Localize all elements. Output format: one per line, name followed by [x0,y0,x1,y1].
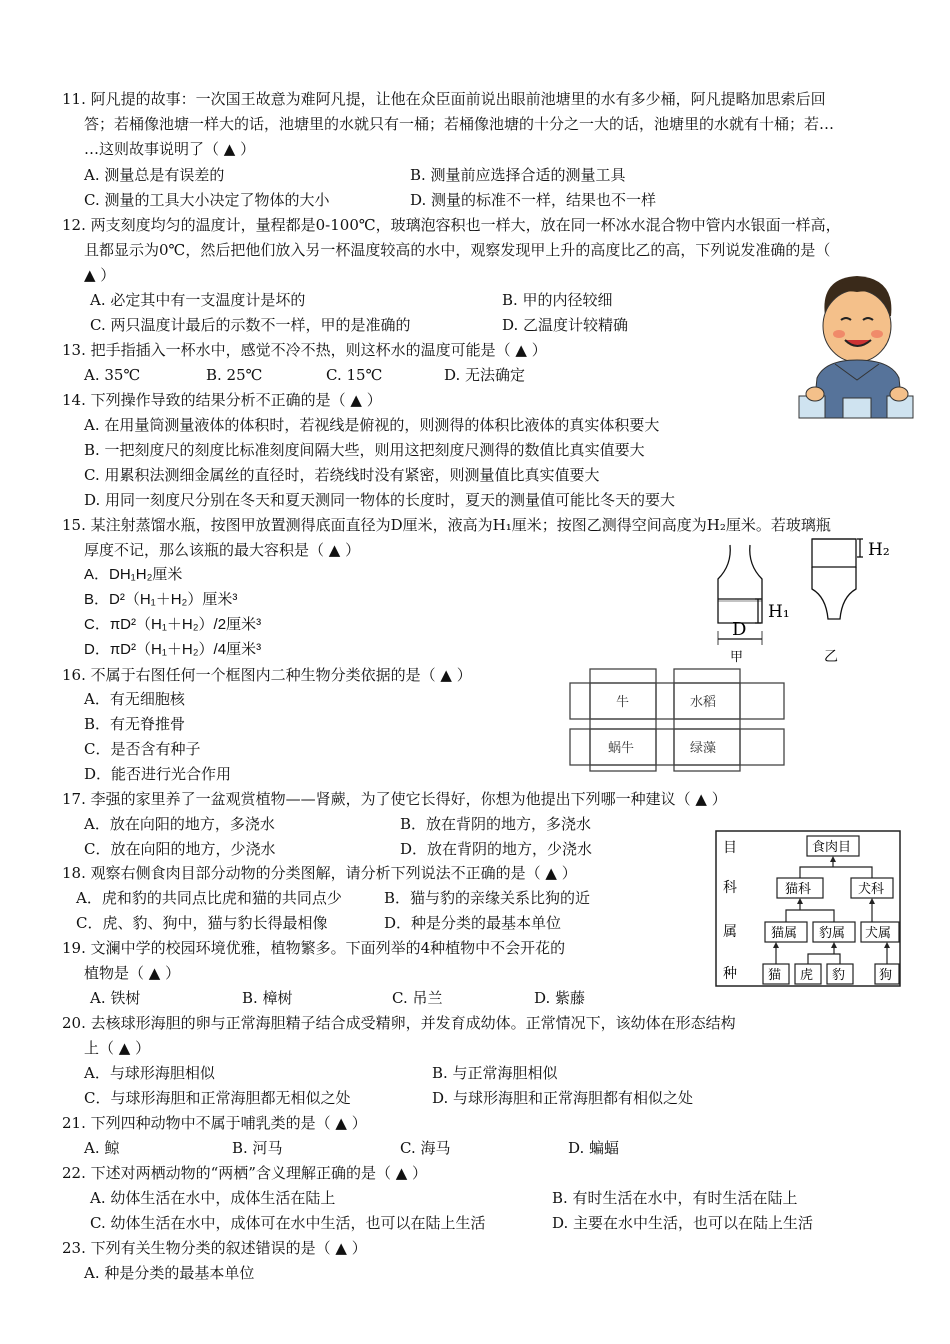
q22-option-d: D. 主要在水中生活，也可以在陆上生活 [552,1214,814,1232]
rank-genus: 属 [723,924,737,940]
q17-stem: 17. 李强的家里养了一盆观赏植物——肾蕨，为了使它长得好，你想为他提出下列哪一种建议（ ▲ ） [62,790,727,808]
q15-stem-line2: 厚度不记，那么该瓶的最大容积是（ ▲ ） [84,541,361,559]
q11-option-b: B. 测量前应选择合适的测量工具 [410,166,626,184]
q18-stem: 18. 观察右侧食肉目部分动物的分类图解，请分析下列说法不正确的是（ ▲ ） [62,864,577,882]
classification-grid-figure [566,665,788,777]
q19-option-a: A. 铁树 [90,989,141,1007]
q16-stem: 16. 不属于右图任何一个框图内二种生物分类依据的是（ ▲ ） [62,666,472,684]
q12-stem-line3: ▲ ） [84,266,116,284]
q20-stem-line1: 20. 去核球形海胆的卵与正常海胆精子结合成受精卵，并发育成幼体。正常情况下，该幼体在形态结构 [62,1014,736,1032]
q17-option-c: C．放在向阳的地方，少浇水 [84,840,276,858]
species-leopard: 豹 [832,968,846,983]
bottle-yi [812,539,863,619]
q13-option-d: D. 无法确定 [444,366,526,384]
q11-option-a: A. 测量总是有误差的 [84,166,225,184]
q16-option-a: A．有无细胞核 [84,690,185,708]
q19-option-b: B. 樟树 [242,989,293,1007]
q14-stem: 14. 下列操作导致的结果分析不正确的是（ ▲ ） [62,391,382,409]
q13-stem: 13. 把手指插入一杯水中，感觉不冷不热，则这杯水的温度可能是（ ▲ ） [62,341,547,359]
q22-option-b: B. 有时生活在水中，有时生活在陆上 [552,1189,798,1207]
rank-species: 种 [723,966,737,982]
q19-option-d: D. 紫藤 [534,989,586,1007]
taxon-canidae: 犬科 [858,882,885,897]
q11-option-d: D. 测量的标准不一样，结果也不一样 [410,191,657,209]
q23-stem: 23. 下列有关生物分类的叙述错误的是（ ▲ ） [62,1239,367,1257]
species-tiger: 虎 [800,968,814,983]
q16-option-b: B．有无脊推骨 [84,715,186,733]
q12-option-b: B. 甲的内径较细 [502,291,613,309]
q12-option-d: D. 乙温度计较精确 [502,316,629,334]
boy-with-cups-illustration [795,268,920,428]
q19-stem-line1: 19. 文澜中学的校园环境优雅，植物繁多。下面列举的4种植物中不会开花的 [62,939,566,957]
q23-option-a: A. 种是分类的最基本单位 [84,1264,255,1282]
q12-stem-line1: 12. 两支刻度均匀的温度计，量程都是0-100℃，玻璃泡容积也一样大，放在同一杯冰水混合物中管内水银面一样高， [62,216,841,234]
q16-option-c: C．是否含有种子 [84,740,201,758]
rank-order: 目 [723,840,737,856]
q12-stem-line2: 且都显示为0℃，然后把他们放入另一杯温度较高的水中，观察发现甲上升的高度比乙的高，下列说发准确的是（ [84,241,831,259]
taxon-canis: 犬属 [865,926,892,941]
q21-option-b: B. 河马 [232,1139,283,1157]
q14-option-d: D. 用同一刻度尺分别在冬天和夏天测同一物体的长度时，夏天的测量值可能比冬天的要大 [84,491,676,509]
q16-option-d: D．能否进行光合作用 [84,765,232,783]
q15-option-d: D．πD²（H₁＋H₂）/4厘米³ [84,641,262,658]
q15-option-a: A．DH₁H₂厘米 [84,566,183,583]
label-yi: 乙 [824,649,838,665]
q13-option-b: B. 25℃ [206,366,263,384]
taxon-felidae: 猫科 [785,882,812,897]
q17-option-b: B．放在背阴的地方，多浇水 [400,815,592,833]
q21-option-a: A. 鲸 [84,1139,120,1157]
q22-stem: 22. 下述对两栖动物的“两栖”含义理解正确的是（ ▲ ） [62,1164,428,1182]
q15-stem-line1: 15. 某注射蒸馏水瓶，按图甲放置测得底面直径为D厘米，液高为H₁厘米；按图乙测得空间高度为H₂厘米。若玻璃瓶 [62,516,831,534]
q19-stem-line2: 植物是（ ▲ ） [84,964,181,982]
q20-option-c: C．与球形海胆和正常海胆都无相似之处 [84,1089,351,1107]
taxon-felis: 猫属 [771,926,798,941]
cell-lvzao: 绿藻 [690,741,717,756]
q17-option-a: A．放在向阳的地方，多浇水 [84,815,275,833]
q18-option-a: A．虎和豹的共同点比虎和猫的共同点少 [76,889,342,907]
q14-option-c: C. 用累积法测细金属丝的直径时，若绕线时没有紧密，则测量值比真实值要大 [84,466,600,484]
q14-option-b: B. 一把刻度尺的刻度比标准刻度间隔大些，则用这把刻度尺测得的数值比真实值要大 [84,441,645,459]
q11-option-c: C. 测量的工具大小决定了物体的大小 [84,191,330,209]
q18-option-d: D．种是分类的最基本单位 [384,914,562,932]
q21-option-d: D. 蝙蝠 [568,1139,620,1157]
q12-option-c: C. 两只温度计最后的示数不一样，甲的是准确的 [90,316,411,334]
q20-option-a: A．与球形海胆相似 [84,1064,215,1082]
cell-woniu: 蜗牛 [608,741,635,756]
q12-option-a: A. 必定其中有一支温度计是坏的 [90,291,306,309]
q18-option-b: B．猫与豹的亲缘关系比狗的近 [384,889,591,907]
q19-option-c: C. 吊兰 [392,989,443,1007]
q14-option-a: A. 在用量筒测量液体的体积时，若视线是俯视的，则测得的体积比液体的真实体积要大 [84,416,660,434]
label-jia: 甲 [730,650,744,665]
q21-stem: 21. 下列四种动物中不属于哺乳类的是（ ▲ ） [62,1114,367,1132]
q18-option-c: C．虎、豹、狗中，猫与豹长得最相像 [76,914,328,932]
label-d: D [732,619,747,640]
q11-stem-line1: 11. 阿凡提的故事：一次国王故意为难阿凡提，让他在众臣面前说出眼前池塘里的水有多少桶，阿凡提略加思索后回 [62,90,826,108]
q22-option-c: C. 幼体生活在水中，成体可在水中生活，也可以在陆上生活 [90,1214,486,1232]
q20-option-d: D. 与球形海胆和正常海胆都有相似之处 [432,1089,694,1107]
q15-option-c: C．πD²（H₁＋H₂）/2厘米³ [84,616,262,633]
q20-option-b: B. 与正常海胆相似 [432,1064,558,1082]
rank-family: 科 [723,880,737,896]
q13-option-a: A. 35℃ [84,366,141,384]
q11-stem-line2: 答；若桶像池塘一样大的话，池塘里的水就只有一桶；若桶像池塘的十分之一大的话，池塘里的水就有十桶；若… [84,115,835,133]
cell-shuidao: 水稻 [690,695,717,710]
q22-option-a: A. 幼体生活在水中，成体生活在陆上 [90,1189,336,1207]
cell-niu: 牛 [616,695,630,710]
q13-option-c: C. 15℃ [326,366,383,384]
species-cat: 猫 [768,968,782,983]
carnivora-taxonomy-figure [715,830,901,988]
q17-option-d: D．放在背阴的地方，少浇水 [400,840,593,858]
species-dog: 狗 [879,968,893,983]
bottle-figure [700,535,900,665]
label-h1: H₁ [768,602,790,622]
taxon-carnivora: 食肉目 [812,840,852,855]
q11-stem-line3: …这则故事说明了（ ▲ ） [84,140,256,158]
label-h2: H₂ [868,540,890,560]
q15-option-b: B．D²（H₁＋H₂）厘米³ [84,591,238,608]
taxon-panthera: 豹属 [819,926,846,941]
q20-stem-line2: 上（ ▲ ） [84,1039,151,1057]
q21-option-c: C. 海马 [400,1139,451,1157]
